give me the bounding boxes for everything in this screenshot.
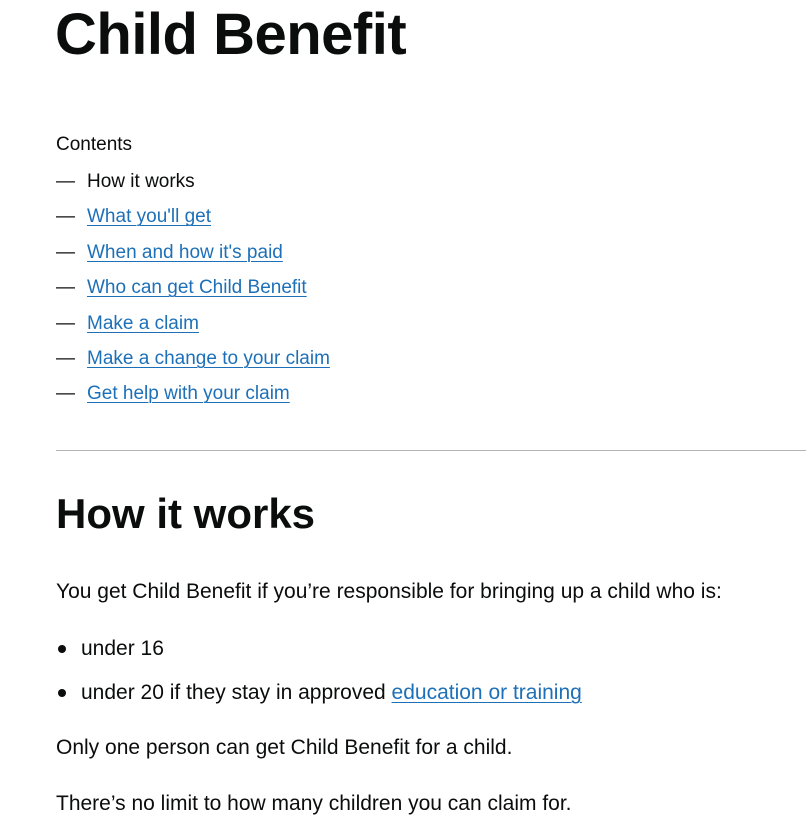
- dash: —: [56, 206, 75, 228]
- contents-link-make-a-claim[interactable]: Make a claim: [87, 312, 199, 334]
- contents-item-who-can-get: [56, 274, 330, 309]
- one-person-paragraph: Only one person can get Child Benefit for a child.: [56, 736, 513, 759]
- dash: —: [56, 312, 75, 334]
- list-item: [56, 634, 582, 678]
- contents-link-get-help[interactable]: Get help with your claim: [87, 383, 290, 405]
- dash: —: [56, 171, 75, 192]
- contents-item-when-and-how-paid: [56, 239, 330, 274]
- section-heading: How it works: [56, 490, 316, 537]
- bullet-icon: [58, 645, 66, 653]
- contents-link-who-can-get[interactable]: Who can get Child Benefit: [87, 277, 307, 299]
- contents-item-make-a-claim: [56, 310, 330, 345]
- contents-heading: Contents: [56, 134, 133, 155]
- no-limit-paragraph: There’s no limit to how many children you can claim for.: [56, 792, 572, 815]
- contents-item-how-it-works: [56, 168, 330, 203]
- list-item: [56, 678, 582, 722]
- eligibility-list: [56, 634, 582, 722]
- contents-item-what-youll-get: [56, 203, 330, 238]
- contents-link-make-a-change[interactable]: Make a change to your claim: [87, 347, 330, 369]
- contents-current-label: How it works: [87, 171, 195, 192]
- contents-link-when-and-how-paid[interactable]: When and how it's paid: [87, 241, 283, 263]
- contents-item-get-help: [56, 380, 330, 415]
- bullet-text: under 20 if they stay in approved: [81, 681, 392, 704]
- contents-link-what-youll-get[interactable]: What you'll get: [87, 206, 212, 228]
- intro-paragraph: You get Child Benefit if you’re responsible for bringing up a child who is:: [56, 580, 722, 603]
- education-or-training-link[interactable]: education or training: [391, 681, 582, 704]
- page-title: Child Benefit: [55, 2, 407, 67]
- dash: —: [56, 383, 75, 405]
- bullet-icon: [58, 689, 66, 697]
- dash: —: [56, 241, 75, 263]
- dash: —: [56, 347, 75, 369]
- bullet-text: under 16: [81, 637, 164, 660]
- contents-list: [56, 168, 330, 416]
- section-divider: [56, 450, 806, 451]
- contents-item-make-a-change: [56, 345, 330, 380]
- dash: —: [56, 277, 75, 299]
